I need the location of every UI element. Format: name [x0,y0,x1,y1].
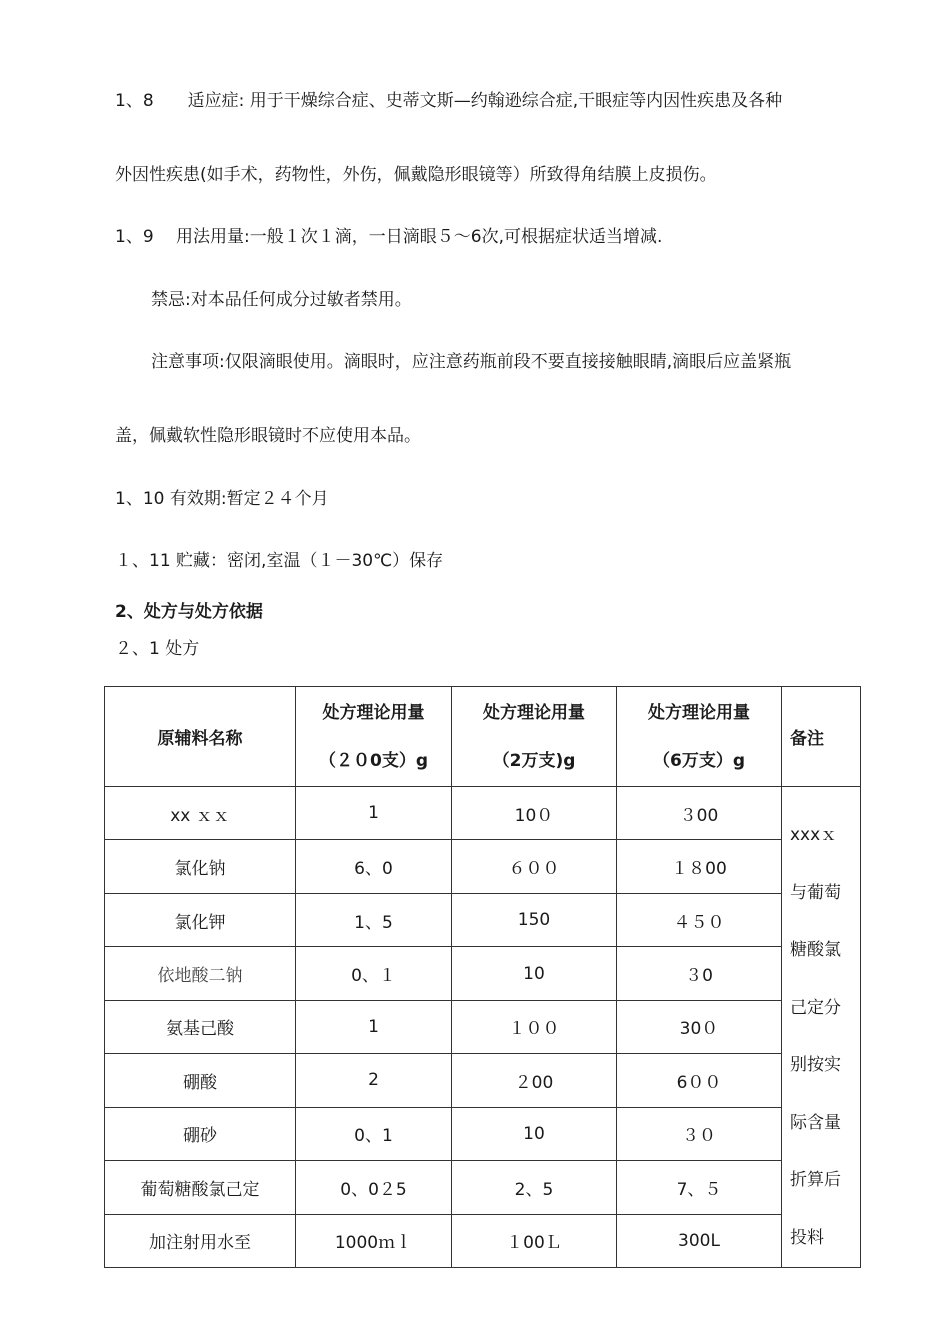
cell-amount-200: 0、１ [296,947,452,1000]
header-material-name: 原辅料名称 [105,687,296,787]
header-remarks: 备注 [782,687,861,787]
cell-amount-20k: 10 [452,1107,617,1160]
cell-amount-60k: 300L [617,1214,782,1268]
paragraph-contraindications: 禁忌:对本品任何成分过敏者禁用。 [151,290,412,310]
header-amount-200: 处方理论用量 （２０0支）g [296,687,452,787]
cell-amount-200: 1 [296,1000,452,1053]
table-row [105,1214,861,1268]
header-amount-60k: 处方理论用量 （6万支）g [617,687,782,787]
cell-material: 硼酸 [105,1054,296,1107]
cell-amount-60k: １８00 [617,840,782,893]
cell-material: 加注射用水至 [105,1214,296,1268]
cell-amount-60k: ３０ [617,1107,782,1160]
cell-amount-20k: １００ [452,1000,617,1053]
table-row [105,947,861,1000]
subsection-heading: ２、1 处方 [115,639,200,659]
cell-material: 硼砂 [105,1107,296,1160]
cell-amount-200: 0、0２5 [296,1161,452,1214]
cell-amount-20k: 10０ [452,787,617,840]
paragraph-precautions: 注意事项:仅限滴眼使用。滴眼时，应注意药瓶前段不要直接接触眼睛,滴眼后应盖紧瓶 [151,352,792,372]
cell-material: xx ｘｘ [105,787,296,840]
paragraph-dosage: 1、9 用法用量:一般１次１滴，一日滴眼５～6次,可根据症状适当增减. [115,227,663,247]
cell-amount-60k: ３00 [617,787,782,840]
cell-amount-60k: 6００ [617,1054,782,1107]
paragraph-precautions-cont: 盖，佩戴软性隐形眼镜时不应使用本品。 [115,426,421,446]
section-heading: 2、处方与处方依据 [115,602,263,622]
cell-amount-60k: 30０ [617,1000,782,1053]
table-row [105,1054,861,1107]
cell-amount-200: 0、1 [296,1107,452,1160]
cell-amount-60k: 7、５ [617,1161,782,1214]
cell-material: 氯化钠 [105,840,296,893]
table-row [105,1161,861,1214]
cell-amount-20k: １00Ｌ [452,1214,617,1268]
cell-remarks: xxxｘ 与葡萄 糖酸氯 己定分 别按实 际含量 折算后 投料 [782,787,861,1268]
table-row [105,840,861,893]
paragraph-shelf-life: 1、10 有效期:暂定２４个月 [115,489,329,509]
formula-table [104,686,861,1268]
paragraph-storage: １、11 贮藏：密闭,室温（１－30℃）保存 [115,551,444,571]
paragraph-indications: 1、8 适应症: 用于干燥综合症、史蒂文斯—约翰逊综合症,干眼症等内因性疾患及各种 [115,91,783,111]
table-row [105,1107,861,1160]
cell-amount-20k: ６００ [452,840,617,893]
cell-amount-20k: 10 [452,947,617,1000]
cell-material: 葡萄糖酸氯己定 [105,1161,296,1214]
cell-amount-60k: ４５０ [617,893,782,946]
cell-amount-200: 1000ｍｌ [296,1214,452,1268]
header-amount-20k: 处方理论用量 （2万支)g [452,687,617,787]
paragraph-indications-cont: 外因性疾患(如手术，药物性，外伤，佩戴隐形眼镜等）所致得角结膜上皮损伤。 [115,165,717,185]
table-row [105,1000,861,1053]
cell-amount-200: 6、0 [296,840,452,893]
cell-amount-200: 1、5 [296,893,452,946]
table-row [105,787,861,840]
cell-amount-200: 2 [296,1054,452,1107]
cell-amount-20k: ２00 [452,1054,617,1107]
cell-amount-200: 1 [296,787,452,840]
cell-material: 依地酸二钠 [105,947,296,1000]
cell-amount-20k: 2、5 [452,1161,617,1214]
table-row [105,893,861,946]
table-header-row [105,687,861,787]
cell-amount-60k: ３0 [617,947,782,1000]
cell-material: 氨基己酸 [105,1000,296,1053]
cell-material: 氯化钾 [105,893,296,946]
cell-amount-20k: 150 [452,893,617,946]
